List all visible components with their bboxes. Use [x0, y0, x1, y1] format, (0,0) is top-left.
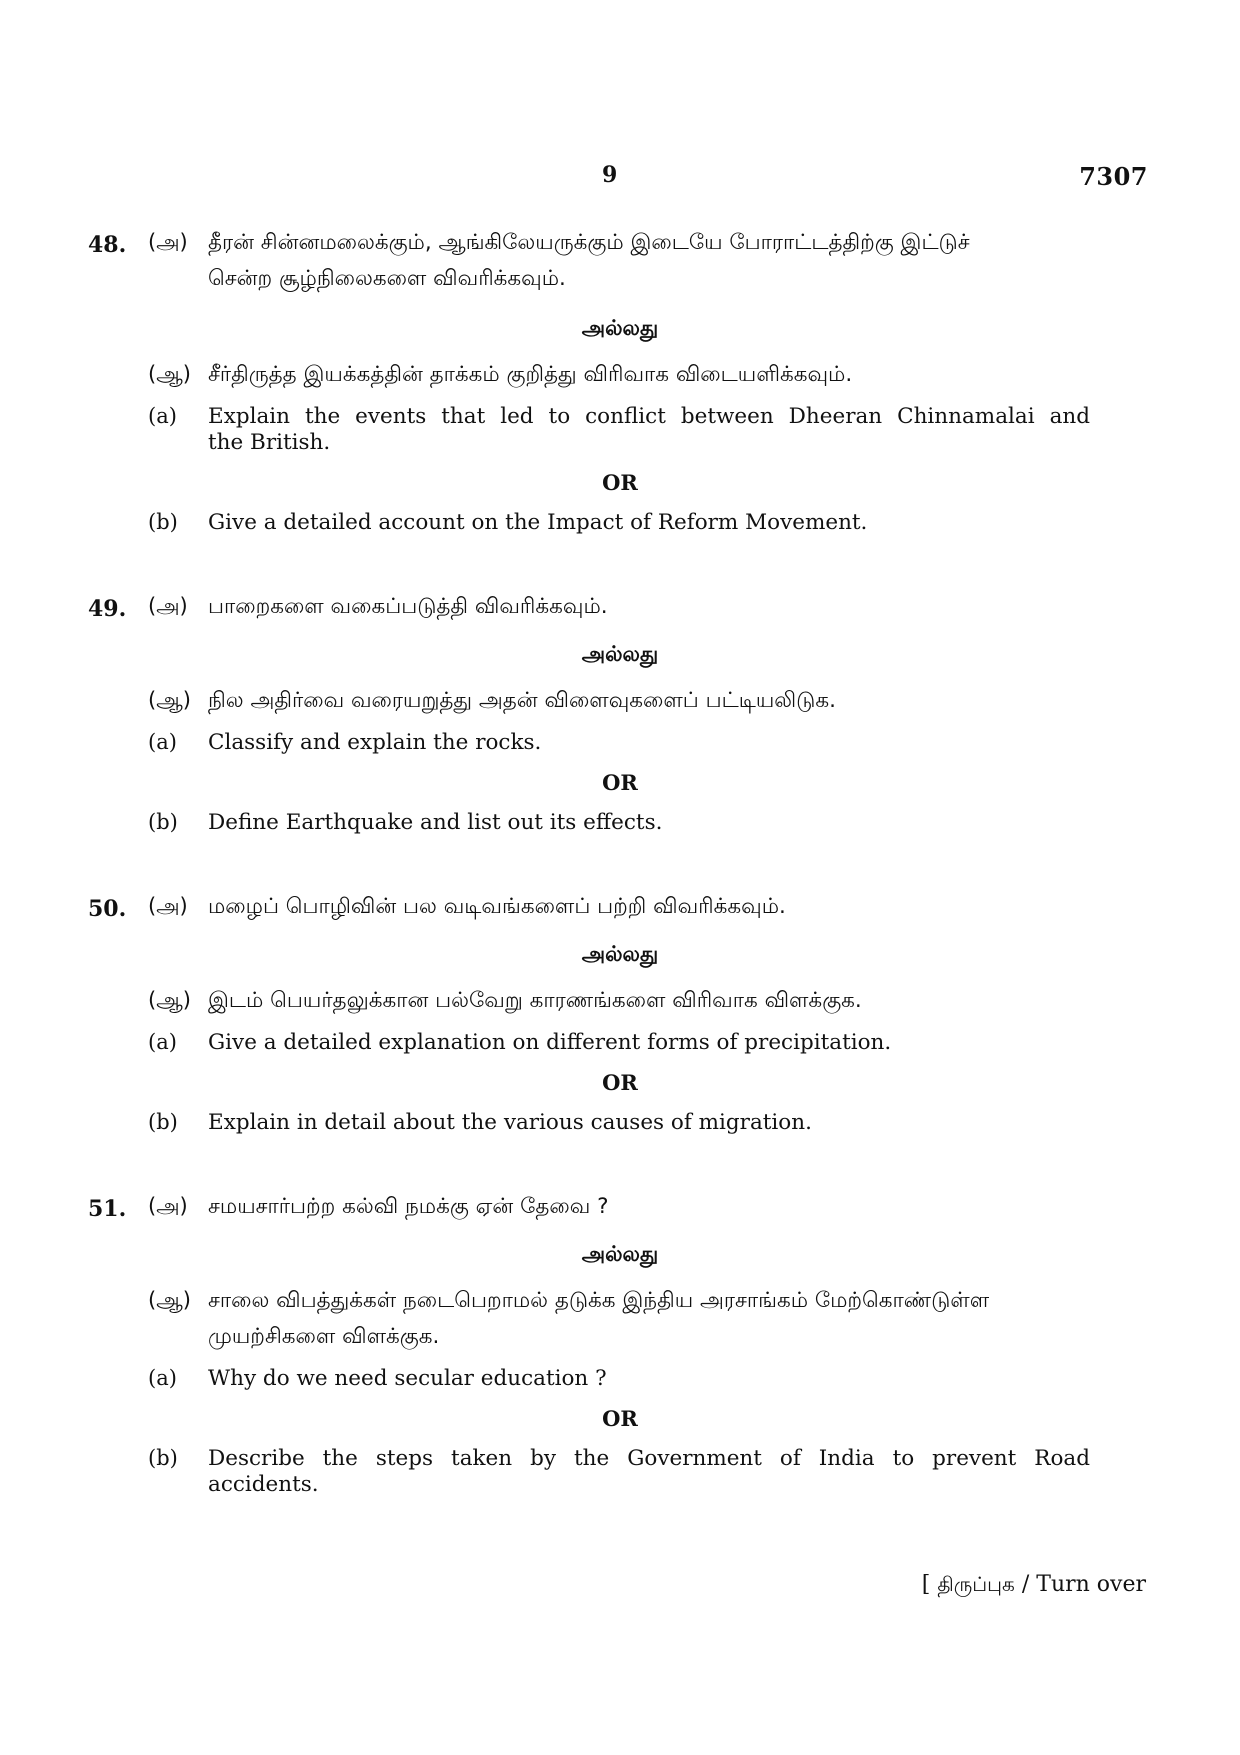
paper-code: 7307 [1079, 162, 1148, 191]
english-option-a-marker: (a) [148, 1366, 177, 1390]
tamil-option-b-line1: நில அதிர்வை வரையறுத்து அதன் விளைவுகளைப் பட்டியலிடுக. [208, 688, 836, 713]
english-option-a-marker: (a) [148, 1030, 177, 1054]
english-option-b-line1: Explain in detail about the various causes of migration. [208, 1110, 812, 1135]
english-option-b-marker: (b) [148, 810, 178, 834]
tamil-option-a-line1: பாறைகளை வகைப்படுத்தி விவரிக்கவும். [208, 594, 608, 619]
tamil-option-a-line2: சென்ற சூழ்நிலைகளை விவரிக்கவும். [208, 266, 566, 291]
tamil-option-b-marker: (ஆ) [148, 688, 191, 712]
tamil-option-b-marker: (ஆ) [148, 1288, 191, 1312]
english-option-a-line2: the British. [208, 430, 331, 455]
english-option-a-line1: Give a detailed explanation on different forms of precipitation. [208, 1030, 892, 1055]
tamil-option-b-line1: சீர்திருத்த இயக்கத்தின் தாக்கம் குறித்து விரிவாக விடையளிக்கவும். [208, 362, 853, 387]
or-tamil: அல்லது [581, 642, 659, 666]
or-english: OR [602, 1070, 638, 1095]
question-number: 48. [88, 232, 127, 258]
page-number: 9 [602, 162, 618, 188]
english-option-a-marker: (a) [148, 730, 177, 754]
tamil-option-a-marker: (அ) [148, 230, 188, 254]
tamil-option-b-marker: (ஆ) [148, 988, 191, 1012]
tamil-option-a-marker: (அ) [148, 594, 188, 618]
tamil-option-a-marker: (அ) [148, 894, 188, 918]
english-option-b-marker: (b) [148, 1446, 178, 1470]
question-number: 50. [88, 896, 127, 922]
footer-separator: / [1021, 1572, 1030, 1597]
tamil-option-a-marker: (அ) [148, 1194, 188, 1218]
english-option-b-line1: Give a detailed account on the Impact of Reform Movement. [208, 510, 868, 535]
english-option-b-line2: accidents. [208, 1472, 319, 1497]
tamil-option-b-line1: சாலை விபத்துக்கள் நடைபெறாமல் தடுக்க இந்திய அரசாங்கம் மேற்கொண்டுள்ள [208, 1288, 990, 1313]
or-tamil: அல்லது [581, 1242, 659, 1266]
or-english: OR [602, 770, 638, 795]
english-option-b-marker: (b) [148, 510, 178, 534]
english-option-a-marker: (a) [148, 404, 177, 428]
question-number: 51. [88, 1196, 127, 1222]
english-option-a-line1: Classify and explain the rocks. [208, 730, 542, 755]
footer-tamil: திருப்புக [937, 1572, 1015, 1596]
tamil-option-b-line1: இடம் பெயர்தலுக்கான பல்வேறு காரணங்களை விரிவாக விளக்குக. [208, 988, 862, 1013]
or-english: OR [602, 470, 638, 495]
english-option-a-line1: Why do we need secular education ? [208, 1366, 607, 1391]
english-option-b-marker: (b) [148, 1110, 178, 1134]
english-option-b-line1: Describe the steps taken by the Government of India to prevent Road [208, 1446, 1090, 1471]
footer-bracket: [ [921, 1572, 931, 1597]
tamil-option-a-line1: மழைப் பொழிவின் பல வடிவங்களைப் பற்றி விவரிக்கவும். [208, 894, 786, 919]
or-english: OR [602, 1406, 638, 1431]
or-tamil: அல்லது [581, 316, 659, 340]
english-option-b-line1: Define Earthquake and list out its effects. [208, 810, 663, 835]
or-tamil: அல்லது [581, 942, 659, 966]
tamil-option-a-line1: தீரன் சின்னமலைக்கும், ஆங்கிலேயருக்கும் இடையே போராட்டத்திற்கு இட்டுச் [208, 230, 970, 255]
tamil-option-b-marker: (ஆ) [148, 362, 191, 386]
tamil-option-b-line2: முயற்சிகளை விளக்குக. [208, 1324, 440, 1349]
turn-over-note [922, 1572, 1146, 1599]
footer-english: Turn over [1036, 1572, 1146, 1597]
question-number: 49. [88, 596, 127, 622]
english-option-a-line1: Explain the events that led to conflict between Dheeran Chinnamalai and [208, 404, 1090, 429]
tamil-option-a-line1: சமயசார்பற்ற கல்வி நமக்கு ஏன் தேவை ? [208, 1194, 609, 1219]
